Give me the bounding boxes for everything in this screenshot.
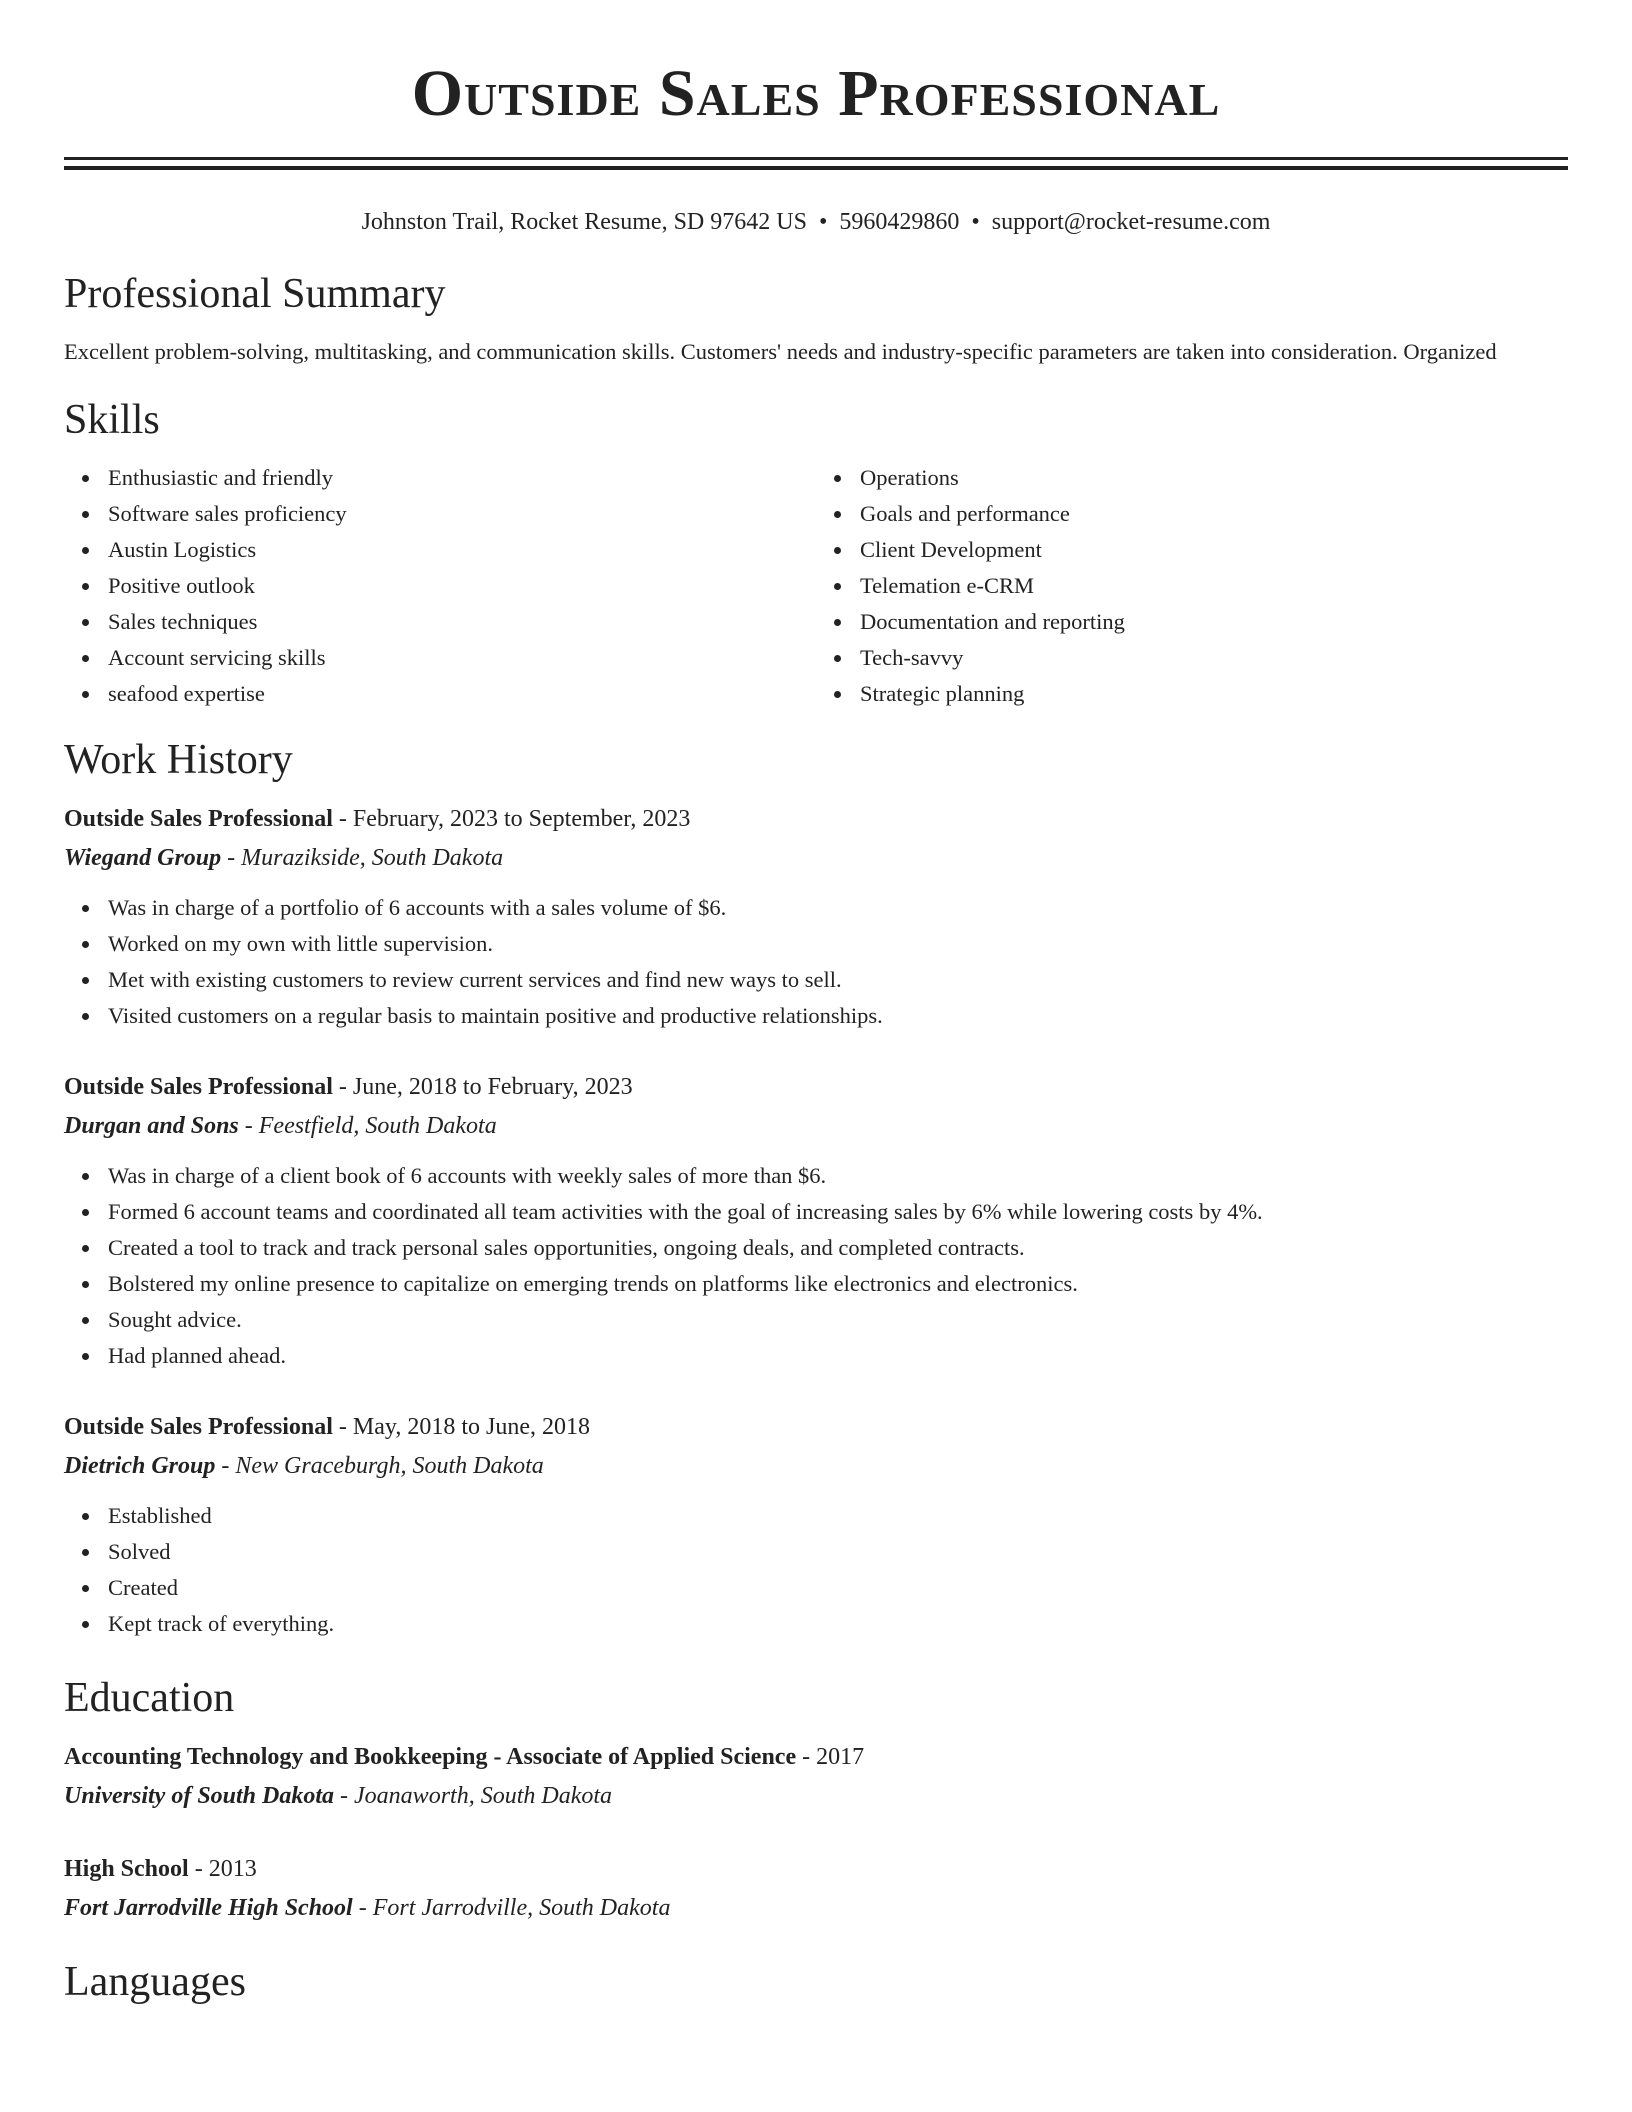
- header-divider-thick: [64, 157, 1568, 160]
- job-title-line: Outside Sales Professional - February, 2023 to September, 2023: [64, 805, 691, 832]
- company-line: Wiegand Group - Murazikside, South Dakota: [64, 844, 504, 871]
- school-name: University of South Dakota: [64, 1782, 335, 1809]
- company-location: Murazikside, South Dakota: [241, 844, 504, 871]
- job-bullet: Was in charge of a portfolio of 6 accounts with a sales volume of $6.: [108, 890, 1568, 926]
- skills-section: [64, 394, 1568, 712]
- skill-item: Positive outlook: [108, 568, 816, 604]
- job-bullet: Solved: [108, 1534, 1568, 1570]
- job-bullet: Bolstered my online presence to capitalize on emerging trends on platforms like electronics and electronics.: [108, 1266, 1568, 1302]
- summary-text: Excellent problem-solving, multitasking, and communication skills. Customers' needs and industry-specific parameters are taken into consideration. Organized: [64, 338, 1497, 364]
- job-title: Outside Sales Professional: [64, 805, 333, 832]
- skill-item: Operations: [860, 460, 1568, 496]
- skills-list-left: [64, 460, 816, 712]
- job-bullet: Created: [108, 1570, 1568, 1606]
- skills-columns: [64, 460, 1568, 712]
- job-bullet: Visited customers on a regular basis to maintain positive and productive relationships.: [108, 998, 1568, 1034]
- skill-item: Telemation e-CRM: [860, 568, 1568, 604]
- skill-item: Software sales proficiency: [108, 496, 816, 532]
- degree-name: High School: [64, 1855, 189, 1882]
- graduation-year: 2013: [208, 1855, 257, 1882]
- company-name: Wiegand Group: [64, 844, 222, 871]
- degree-line: Accounting Technology and Bookkeeping - Associate of Applied Science - 2017: [64, 1743, 865, 1770]
- skill-item: Documentation and reporting: [860, 604, 1568, 640]
- contact-address: Johnston Trail, Rocket Resume, SD 97642 US: [361, 208, 807, 235]
- job-title-line: Outside Sales Professional - June, 2018 to February, 2023: [64, 1073, 633, 1100]
- skill-item: seafood expertise: [108, 676, 816, 712]
- skill-item: Account servicing skills: [108, 640, 816, 676]
- skills-heading: Skills: [64, 396, 160, 443]
- education-entry: [64, 1850, 1568, 1928]
- company-line: Durgan and Sons - Feestfield, South Dakota: [64, 1112, 497, 1139]
- skills-list-right: [816, 460, 1568, 712]
- header-divider-thin: [64, 166, 1568, 170]
- skill-item: Enthusiastic and friendly: [108, 460, 816, 496]
- languages-section: [64, 1956, 1568, 2008]
- job-bullets: [64, 1498, 1568, 1642]
- job-bullet: Created a tool to track and track personal sales opportunities, ongoing deals, and completed contracts.: [108, 1230, 1568, 1266]
- contact-email: support@rocket-resume.com: [991, 208, 1271, 235]
- degree-name: Accounting Technology and Bookkeeping - Associate of Applied Science: [64, 1743, 797, 1770]
- job-bullet: Had planned ahead.: [108, 1338, 1568, 1374]
- job-bullets: [64, 890, 1568, 1034]
- contact-phone: 5960429860: [839, 208, 960, 235]
- job-bullet: Was in charge of a client book of 6 accounts with weekly sales of more than $6.: [108, 1158, 1568, 1194]
- contact-separator: •: [971, 208, 980, 235]
- company-name: Dietrich Group: [64, 1452, 216, 1479]
- job-dates: June, 2018 to February, 2023: [352, 1073, 633, 1100]
- job-bullet: Sought advice.: [108, 1302, 1568, 1338]
- job-title-line: Outside Sales Professional - May, 2018 to June, 2018: [64, 1413, 591, 1440]
- school-location: Fort Jarrodville, South Dakota: [372, 1894, 671, 1921]
- skill-item: Client Development: [860, 532, 1568, 568]
- contact-separator: •: [818, 208, 828, 235]
- resume-name: Outside Sales Professional: [411, 57, 1221, 130]
- school-line: University of South Dakota - Joanaworth, South Dakota: [64, 1782, 613, 1809]
- skill-item: Austin Logistics: [108, 532, 816, 568]
- work-history-section: [64, 734, 1568, 1642]
- job-dates: May, 2018 to June, 2018: [352, 1413, 591, 1440]
- job-bullet: Kept track of everything.: [108, 1606, 1568, 1642]
- skill-item: Goals and performance: [860, 496, 1568, 532]
- school-name: Fort Jarrodville High School: [64, 1894, 353, 1921]
- skill-item: Tech-savvy: [860, 640, 1568, 676]
- company-name: Durgan and Sons: [64, 1112, 239, 1139]
- company-location: Feestfield, South Dakota: [258, 1112, 497, 1139]
- summary-heading: Professional Summary: [64, 270, 446, 317]
- job-title: Outside Sales Professional: [64, 1073, 333, 1100]
- skill-item: Sales techniques: [108, 604, 816, 640]
- work-history-heading: Work History: [64, 736, 293, 783]
- job-bullet: Met with existing customers to review current services and find new ways to sell.: [108, 962, 1568, 998]
- summary-section: [64, 268, 1568, 370]
- school-location: Joanaworth, South Dakota: [354, 1782, 613, 1809]
- job-title: Outside Sales Professional: [64, 1413, 333, 1440]
- skill-item: Strategic planning: [860, 676, 1568, 712]
- job-bullet: Formed 6 account teams and coordinated all team activities with the goal of increasing sales by 6% while lowering costs by 4%.: [108, 1194, 1568, 1230]
- job-entry: [64, 1068, 1568, 1374]
- job-entry: [64, 800, 1568, 1034]
- school-line: Fort Jarrodville High School - Fort Jarrodville, South Dakota: [64, 1894, 671, 1921]
- languages-heading: Languages: [64, 1958, 246, 2005]
- company-line: Dietrich Group - New Graceburgh, South Dakota: [64, 1452, 544, 1479]
- company-location: New Graceburgh, South Dakota: [235, 1452, 544, 1479]
- job-dates: February, 2023 to September, 2023: [352, 805, 691, 832]
- contact-line: [64, 206, 1568, 238]
- job-bullet: Established: [108, 1498, 1568, 1534]
- job-bullets: [64, 1158, 1568, 1374]
- job-entry: [64, 1408, 1568, 1642]
- degree-line: High School - 2013: [64, 1855, 257, 1882]
- job-bullet: Worked on my own with little supervision.: [108, 926, 1568, 962]
- graduation-year: 2017: [816, 1743, 865, 1770]
- education-heading: Education: [64, 1674, 235, 1721]
- education-section: [64, 1672, 1568, 1928]
- education-entry: [64, 1738, 1568, 1816]
